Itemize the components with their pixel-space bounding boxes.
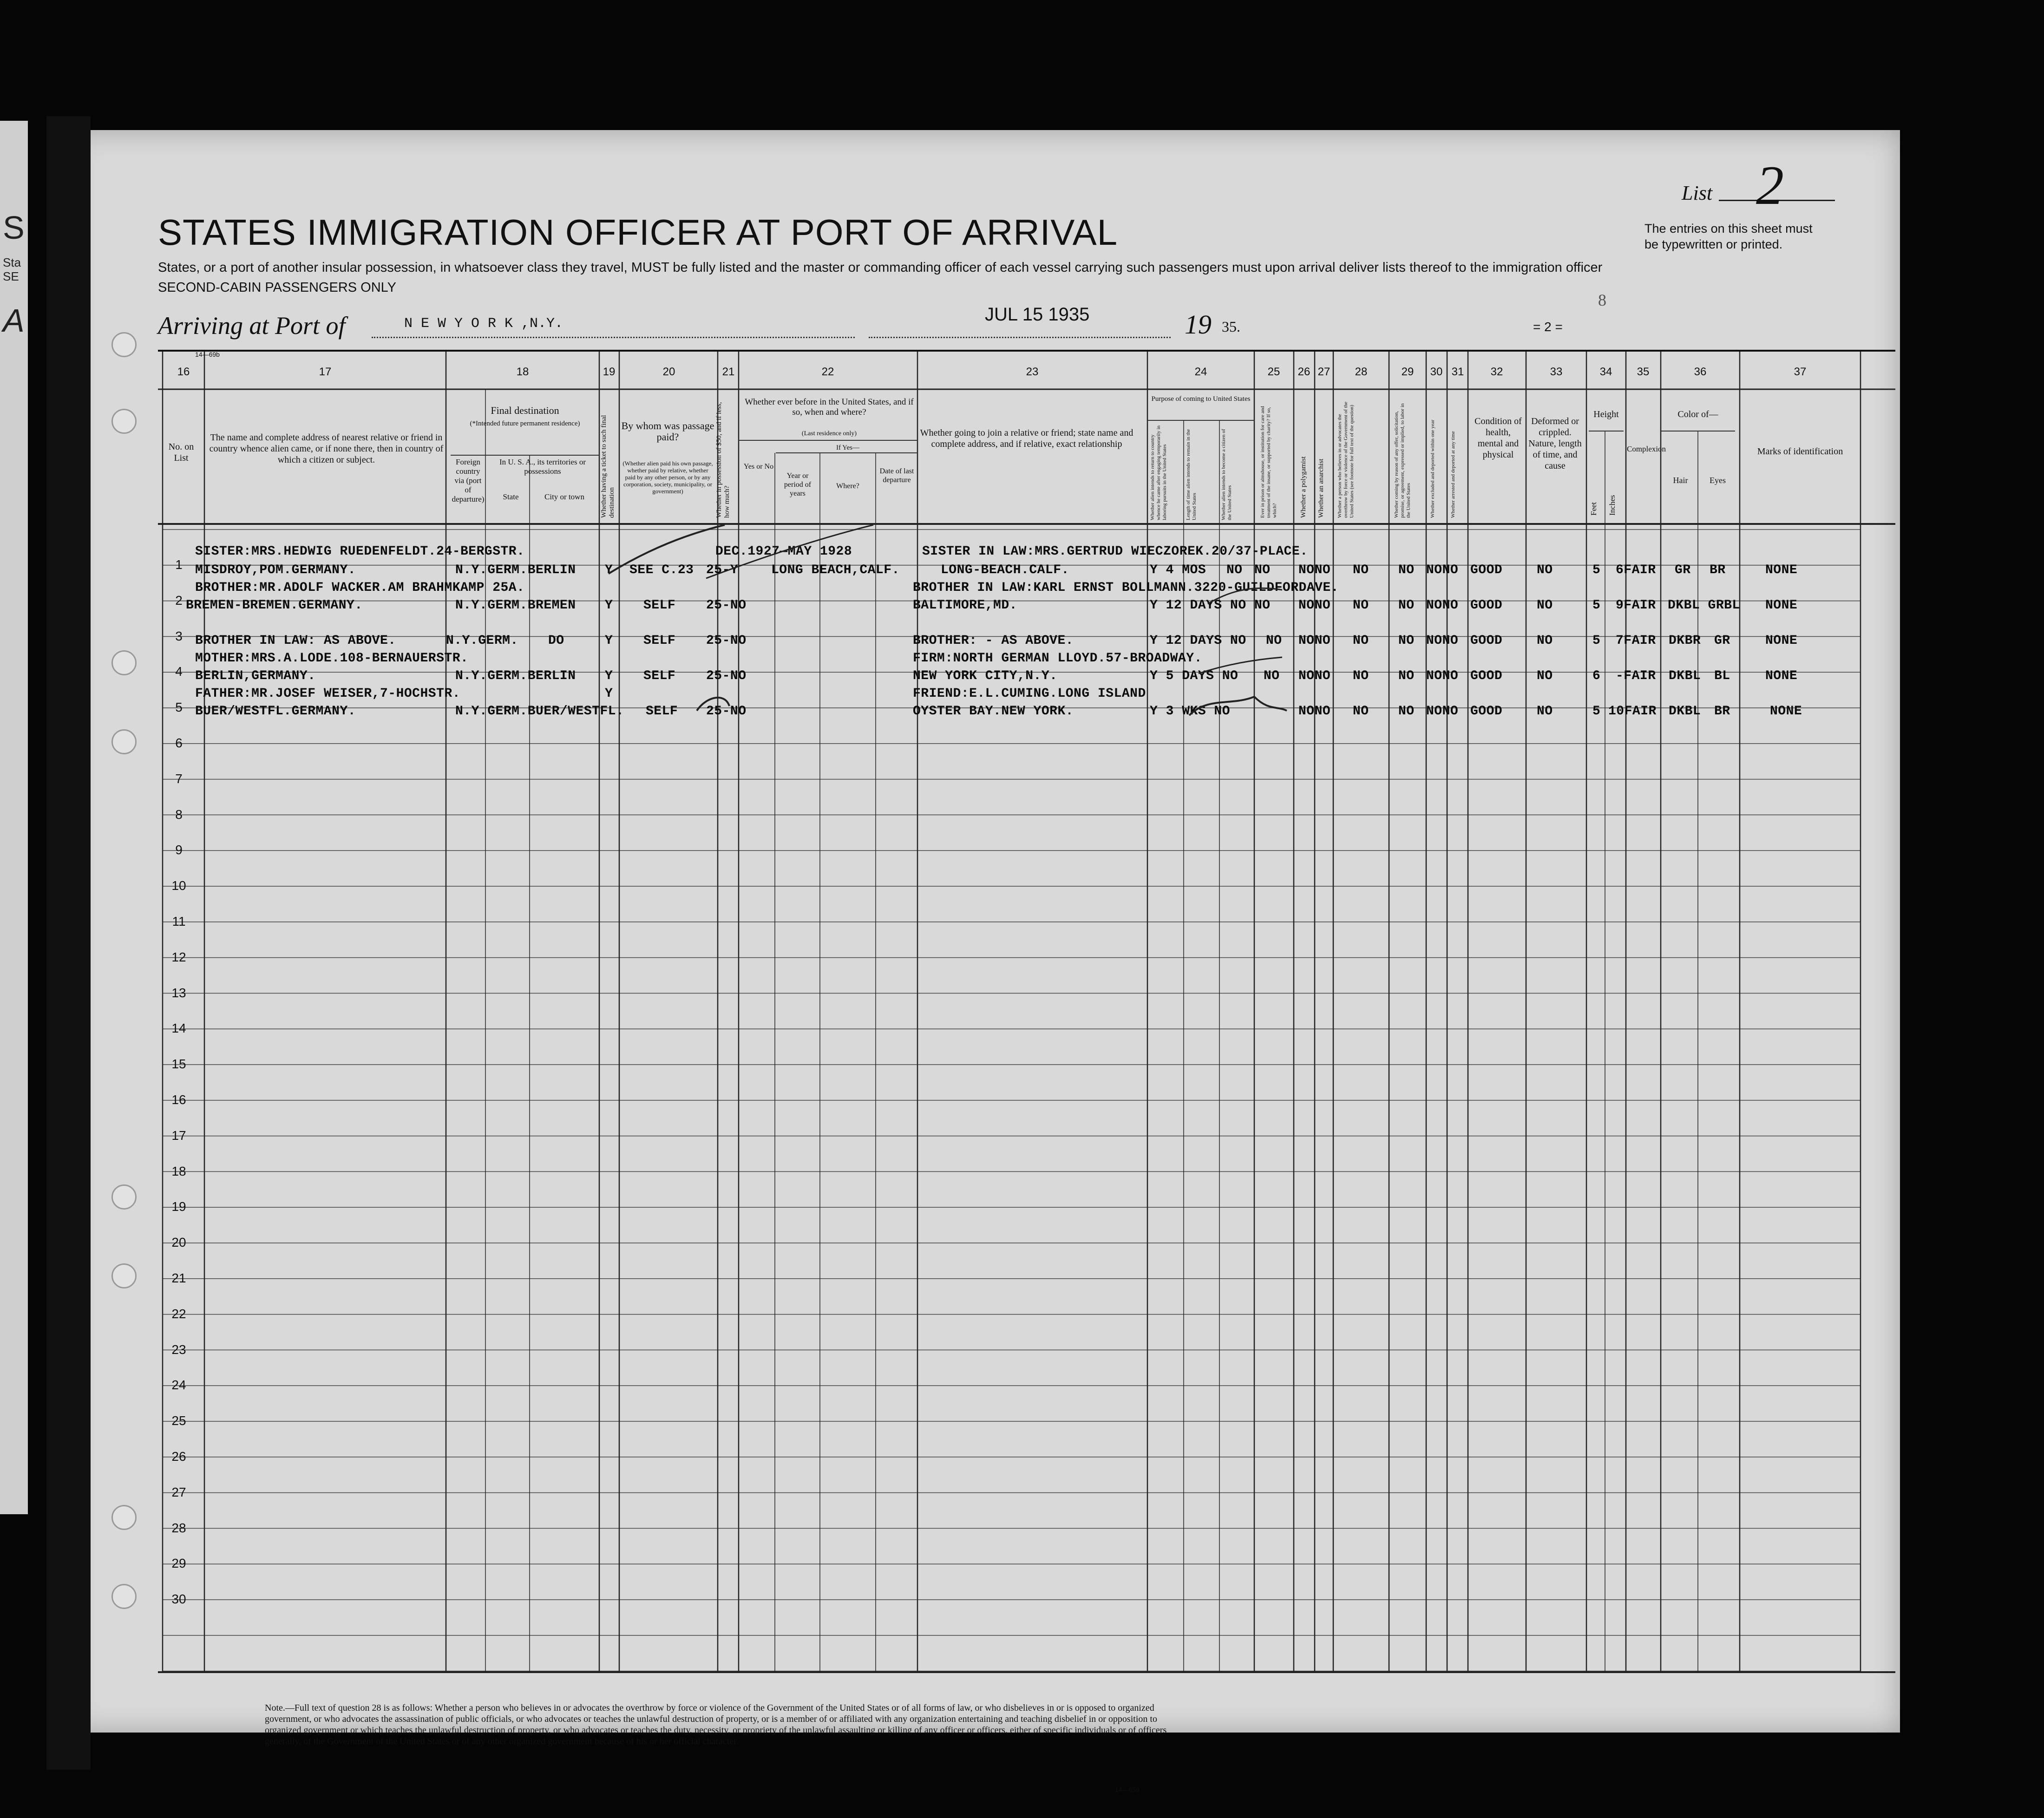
- entry-5-deformed: NO: [1537, 704, 1553, 719]
- col-27-header: Whether an anarchist: [1317, 458, 1325, 518]
- entry-1-join: LONG-BEACH.CALF.: [941, 563, 1069, 577]
- entry-3-feet: 5: [1592, 634, 1601, 648]
- row-number: 13: [171, 985, 186, 1000]
- entry-2-deformed: NO: [1537, 598, 1553, 613]
- entry-3-deformed: NO: [1537, 634, 1553, 648]
- entry-3-marks: NONE: [1765, 634, 1798, 648]
- column-number: 20: [662, 366, 675, 378]
- entry-3-health: GOOD: [1470, 634, 1503, 648]
- col-18-state-header: State: [503, 492, 519, 501]
- list-number: 2: [1756, 154, 1784, 216]
- column-number: 32: [1490, 366, 1503, 378]
- entry-5-destination: N.Y.GERM.BUER/WESTFL.: [455, 704, 624, 719]
- form-class-line: SECOND-CABIN PASSENGERS ONLY: [158, 280, 396, 295]
- entry-1-money: 25-Y: [706, 563, 739, 577]
- port-value: N E W Y O R K ,N.Y.: [404, 316, 563, 332]
- entry-3-c26-27: NONO: [1298, 634, 1331, 648]
- col-18-subheader: (*Intended future permanent residence): [470, 420, 580, 427]
- year-prefix: 19: [1185, 309, 1212, 340]
- entry-3-relative: BROTHER IN LAW: AS ABOVE.: [195, 634, 396, 648]
- adjacent-page-letter: Sta: [3, 255, 21, 269]
- form-code: 14—69b: [195, 351, 220, 358]
- col-30-header: Whether excluded and deported within one year: [1430, 419, 1435, 518]
- column-number: 23: [1026, 366, 1039, 378]
- row-number: 23: [171, 1342, 186, 1357]
- form-subtitle: States, or a port of another insular possession, in whatsoever class they travel, MUST be fully listed and the master or commanding officer of each vessel carrying such passengers must upon arrival deliver lists thereof to the immigration officer: [158, 260, 1603, 275]
- row-number: 21: [171, 1271, 186, 1285]
- entry-5-c29: NO: [1398, 704, 1415, 719]
- entry-3-purpose: Y 12 DAYS NO: [1150, 634, 1246, 648]
- row-number: 1: [175, 557, 183, 572]
- column-number: 30: [1430, 366, 1443, 378]
- entry-1-ticket: Y: [605, 563, 613, 577]
- entry-2-c26-27: NONO: [1298, 598, 1331, 613]
- entry-5-feet: 5: [1592, 704, 1601, 719]
- entry-1-c28: NO: [1353, 563, 1369, 577]
- column-number: 33: [1550, 366, 1563, 378]
- row-number: 14: [171, 1021, 186, 1036]
- arrival-date-stamp: JUL 15 1935: [985, 304, 1090, 325]
- col-22-date-header: Date of last departure: [879, 467, 914, 484]
- entry-2-health: GOOD: [1470, 598, 1503, 613]
- entry-5-c26-27: NONO: [1298, 704, 1331, 719]
- col-24-header: Purpose of coming to United States: [1151, 395, 1251, 403]
- column-number: 34: [1599, 366, 1612, 378]
- col-33-header: Deformed or crippled. Nature, length of time, and cause: [1528, 416, 1582, 471]
- entry-3-c29: NO: [1398, 634, 1415, 648]
- entry-5-marks: NONE: [1770, 704, 1802, 719]
- entry-5-c28: NO: [1353, 704, 1369, 719]
- col-24c-header: Whether alien intends to become a citizen of the United States: [1221, 429, 1232, 520]
- row-number: 6: [175, 736, 183, 750]
- col-21-header: Whether in possession of $50, and if less, how much?: [715, 402, 731, 518]
- column-number: 27: [1317, 366, 1330, 378]
- col-28-header: Whether a person who believes in or advocates the overthrow by force or violence of the Government of the United States (see footnote for full text of the question): [1337, 401, 1355, 518]
- col-19-header: Whether having a ticket to such final destination: [600, 415, 616, 518]
- entry-1-c29: NO: [1398, 563, 1415, 577]
- entry-5-join-top: FRIEND:E.L.CUMING.LONG ISLAND: [913, 687, 1146, 701]
- entry-2-join-top: BROTHER IN LAW:KARL ERNST BOLLMANN.3220-GUILDFORDAVE.: [913, 581, 1339, 595]
- col-18-foreign-header: Foreign country via (port of departure): [452, 458, 485, 504]
- row-number: 17: [171, 1128, 186, 1143]
- entry-5-paid-by: SELF: [646, 704, 678, 719]
- entry-2-paid-by: SELF: [643, 598, 676, 613]
- entry-3-paid-by: SELF: [643, 634, 676, 648]
- col-16-header: No. on List: [168, 442, 194, 463]
- entry-2-c25: NO: [1254, 598, 1271, 613]
- row-number: 15: [171, 1057, 186, 1072]
- col-22-where-header: Where?: [836, 482, 859, 490]
- entry-1-inches-complexion: 6FAIR: [1616, 563, 1656, 577]
- column-number: 25: [1267, 366, 1280, 378]
- entry-5-health: GOOD: [1470, 704, 1503, 719]
- row-number: 8: [175, 807, 183, 822]
- col-25-header: Ever in prison or almshouse, or institution for care and treatment of the insane, or supported by charity? If so, which?: [1260, 406, 1278, 518]
- entry-2-relative: BREMEN-BREMEN.GERMANY.: [186, 598, 363, 613]
- row-number: 24: [171, 1378, 186, 1393]
- row-number: 3: [175, 628, 183, 643]
- adjacent-page-letter: A: [3, 302, 25, 339]
- col-31-header: Whether arrested and deported at any time: [1450, 431, 1456, 518]
- arriving-port-label: Arriving at Port of: [158, 312, 346, 340]
- entry-4-paid-by: SELF: [643, 669, 676, 683]
- column-number: 35: [1637, 366, 1650, 378]
- entry-3-c28: NO: [1353, 634, 1369, 648]
- entry-5-relative: BUER/WESTFL.GERMANY.: [195, 704, 356, 719]
- entry-4-join-top: FIRM:NORTH GERMAN LLOYD.57-BROADWAY.: [913, 651, 1202, 666]
- entry-3-hair: DKBR: [1669, 634, 1701, 648]
- entry-2-inches-complexion: 9FAIR: [1616, 598, 1656, 613]
- col-24a-header: Whether alien intends to return to country whence he came after engaging temporarily in laboring pursuits in the United States: [1150, 425, 1167, 520]
- entry-1-feet: 5: [1592, 563, 1601, 577]
- pencil-mark: 8: [1598, 291, 1606, 309]
- entry-1-eyes: BR: [1710, 563, 1726, 577]
- entry-3-city: DO: [548, 634, 564, 648]
- entry-5-money: 25-NO: [706, 704, 747, 719]
- column-number: 21: [722, 366, 735, 378]
- entry-2-c29: NO: [1398, 598, 1415, 613]
- entry-4-health: GOOD: [1470, 669, 1503, 683]
- entry-3-eyes: GR: [1714, 634, 1730, 648]
- row-number: 18: [171, 1164, 186, 1178]
- col-36-eyes-header: Eyes: [1710, 476, 1726, 485]
- entry-4-eyes: BL: [1714, 669, 1730, 683]
- entry-2-money: 25-NO: [706, 598, 747, 613]
- col-34-inches-header: Inches: [1608, 495, 1617, 516]
- row-number: 11: [172, 914, 186, 929]
- row-number: 9: [175, 843, 183, 857]
- row-number: 10: [171, 878, 186, 893]
- col-23-header: Whether going to join a relative or friend; state name and complete address, and if relative, exact relationship: [920, 428, 1133, 449]
- entry-4-join: NEW YORK CITY,N.Y.: [913, 669, 1058, 683]
- col-36-header: Color of—: [1677, 409, 1718, 419]
- entry-2-c30-31: NONO: [1426, 598, 1459, 613]
- entry-1-c30-31: NONO: [1426, 563, 1459, 577]
- adjacent-page-letter: S: [3, 209, 25, 246]
- col-18-city-header: City or town: [544, 492, 584, 501]
- column-number: 31: [1451, 366, 1464, 378]
- entry-2-join: BALTIMORE,MD.: [913, 598, 1017, 613]
- entry-2-purpose: Y 12 DAYS NO: [1150, 598, 1246, 613]
- entry-4-marks: NONE: [1765, 669, 1798, 683]
- entry-1-paid-by: SEE C.23: [629, 563, 694, 577]
- form-title: STATES IMMIGRATION OFFICER AT PORT OF ARRIVAL: [158, 212, 1118, 253]
- entry-4-relative: BERLIN,GERMANY.: [195, 669, 316, 683]
- row-number: 22: [171, 1306, 186, 1321]
- entry-4-deformed: NO: [1537, 669, 1553, 683]
- entry-4-c30-31: NONO: [1426, 669, 1459, 683]
- row-number: 25: [171, 1413, 186, 1428]
- entry-2-destination: N.Y.GERM.BREMEN: [455, 598, 576, 613]
- entry-4-hair: DKBL: [1669, 669, 1701, 683]
- row-number: 16: [171, 1092, 186, 1107]
- entry-1-relative-top: SISTER:MRS.HEDWIG RUEDENFELDT.24-BERGSTR.: [195, 544, 525, 559]
- row-number: 28: [171, 1520, 186, 1535]
- entry-1-marks: NONE: [1765, 563, 1798, 577]
- col-22-yesno-header: Yes or No: [743, 463, 774, 471]
- col-20-subheader: (Whether alien paid his own passage, whether paid by relative, whether paid by any other person, or by any corporation, society, municipality, or government): [622, 460, 713, 495]
- entry-5-join: OYSTER BAY.NEW YORK.: [913, 704, 1074, 719]
- row-number: 19: [171, 1199, 186, 1214]
- entry-4-c26-27: NONO: [1298, 669, 1331, 683]
- entry-5-ticket-top: Y: [605, 687, 613, 701]
- entry-3-inches-complexion: 7FAIR: [1616, 634, 1656, 648]
- column-number: 22: [821, 366, 834, 378]
- entry-3-c25: NO: [1266, 634, 1282, 648]
- col-18-usa-header: In U. S. A., its territories or possessions: [499, 458, 586, 476]
- entry-4-c25: NO: [1264, 669, 1280, 683]
- column-number: 37: [1794, 366, 1807, 378]
- col-20-header: By whom was passage paid?: [621, 420, 714, 443]
- list-label: List: [1682, 182, 1713, 204]
- col-22-period-header: Year or period of years: [784, 472, 812, 497]
- column-number: 18: [516, 366, 529, 378]
- entry-5-inches-complexion: 10FAIR: [1608, 704, 1657, 719]
- year-suffix: 35.: [1222, 318, 1240, 335]
- entry-1-purpose: Y 4 MOS: [1150, 563, 1206, 577]
- column-number: 17: [319, 366, 332, 378]
- entry-5-hair: DKBL: [1669, 704, 1701, 719]
- entry-3-money: 25-NO: [706, 634, 747, 648]
- entry-4-c28: NO: [1353, 669, 1369, 683]
- entry-1-health: GOOD: [1470, 563, 1503, 577]
- entry-1-deformed: NO: [1537, 563, 1553, 577]
- entry-3-destination: N.Y.GERM.: [446, 634, 518, 648]
- column-number: 26: [1297, 366, 1310, 378]
- row-number: 2: [175, 593, 183, 608]
- col-22-header: Whether ever before in the United States, and if so, when and where?: [745, 397, 914, 417]
- col-37-header: Marks of identification: [1757, 446, 1843, 457]
- typewritten-note-line: be typewritten or printed.: [1644, 237, 1783, 251]
- col-36-hair-header: Hair: [1673, 476, 1688, 485]
- col-26-header: Whether a polygamist: [1300, 456, 1307, 518]
- entry-3-c30-31: NONO: [1426, 634, 1459, 648]
- entry-5-c30-31: NONO: [1426, 704, 1459, 719]
- typewritten-note-line: The entries on this sheet must: [1644, 222, 1813, 235]
- entry-2-relative-top: BROTHER:MR.ADOLF WACKER.AM BRAHMKAMP 25A.: [195, 581, 525, 595]
- row-number: 7: [175, 771, 183, 786]
- entry-2-feet: 5: [1592, 598, 1601, 613]
- entry-2-ticket: Y: [605, 598, 613, 613]
- row-number: 12: [171, 949, 186, 964]
- col-29-header: Whether coming by reason of any offer, solicitation, promise, or agreement, expressed or implied, to labor in the United States: [1394, 403, 1411, 518]
- col-34-feet-header: Feet: [1589, 502, 1598, 516]
- entry-2-marks: NONE: [1765, 598, 1798, 613]
- entry-1-c26-27: NONO: [1298, 563, 1331, 577]
- row-number: 29: [171, 1556, 186, 1571]
- row-number: 30: [171, 1592, 186, 1607]
- entry-1-join-top: SISTER IN LAW:MRS.GERTRUD WIECZOREK.20/37-PLACE.: [922, 544, 1308, 559]
- entry-5-eyes: BR: [1714, 704, 1730, 719]
- row-number: 27: [171, 1484, 186, 1499]
- entry-1-destination: N.Y.GERM.BERLIN: [455, 563, 576, 577]
- row-number: 20: [171, 1235, 186, 1250]
- entry-1-prior-visit: DEC.1927—MAY 1928: [715, 544, 852, 559]
- entry-4-ticket: Y: [605, 669, 613, 683]
- column-number: 16: [177, 366, 190, 378]
- form-code: 14—659: [1115, 1786, 1140, 1793]
- entry-4-money: 25-NO: [706, 669, 747, 683]
- entry-4-inches-complexion: -FAIR: [1616, 669, 1656, 683]
- entry-1-prior-where: LONG BEACH,CALF.: [771, 563, 900, 577]
- col-34-header: Height: [1593, 409, 1619, 419]
- adjacent-page-letter: SE: [3, 269, 19, 283]
- entry-4-feet: 6: [1592, 669, 1601, 683]
- entry-3-ticket: Y: [605, 634, 613, 648]
- row-number: 26: [171, 1449, 186, 1464]
- col-32-header: Condition of health, mental and physical: [1474, 416, 1522, 460]
- entry-1-relative: MISDROY,POM.GERMANY.: [195, 563, 356, 577]
- entry-4-purpose: Y 5 DAYS NO: [1150, 669, 1238, 683]
- entry-5-relative-top: FATHER:MR.JOSEF WEISER,7-HOCHSTR.: [195, 687, 460, 701]
- col-17-header: The name and complete address of nearest relative or friend in country whence alien came, or if none there, then in country of which a citizen or subject.: [209, 432, 444, 465]
- entry-2-c28: NO: [1353, 598, 1369, 613]
- col-18-header: Final destination: [491, 405, 559, 416]
- entry-1-c25: NO: [1254, 563, 1271, 577]
- entry-4-destination: N.Y.GERM.BERLIN: [455, 669, 576, 683]
- entry-5-purpose: Y 3 WKS NO: [1150, 704, 1231, 719]
- column-number: 19: [603, 366, 616, 378]
- column-number: 24: [1194, 366, 1207, 378]
- column-number: 36: [1694, 366, 1707, 378]
- col-22-subheader: (Last residence only): [801, 430, 857, 437]
- column-number: 28: [1355, 366, 1368, 378]
- entry-3-join: BROTHER: - AS ABOVE.: [913, 634, 1074, 648]
- col-22-ifyes: If Yes—: [836, 444, 859, 451]
- entry-1-c24c: NO: [1226, 563, 1243, 577]
- footnote: Note.—Full text of question 28 is as follows: Whether a person who believes in or advocates the overthrow by force or violence of the Government of the United States or of all forms of law, or who disbelieves in or is opposed to organized government, or who advocates the assassination of public officials, or who advocates or teaches the unlawful destruction of property, or is a member of or affiliated with any organization entertaining and teaching disbelief in or opposition to organized government or which teaches the unlawful destruction of property, or who advocates or teaches the duty, necessity, or propriety of the unlawful assaulting or killing of any officer or officers, either of specific individuals or of officers generally, of the Government of the United States or of any other organized government because of his or her official character.: [265, 1703, 1167, 1746]
- col-35-header: Complexion: [1627, 445, 1666, 453]
- entry-1-hair: GR: [1675, 563, 1691, 577]
- column-number: 29: [1401, 366, 1414, 378]
- entry-2-hair-eyes: DKBL GRBL: [1668, 598, 1740, 613]
- entry-4-c29: NO: [1398, 669, 1415, 683]
- row-number: 4: [175, 664, 183, 679]
- row-number: 5: [175, 700, 183, 715]
- col-24b-header: Length of time alien intends to remain in the United States: [1186, 429, 1197, 520]
- page-mark: = 2 =: [1533, 320, 1563, 334]
- entry-4-relative-top: MOTHER:MRS.A.LODE.108-BERNAUERSTR.: [195, 651, 469, 666]
